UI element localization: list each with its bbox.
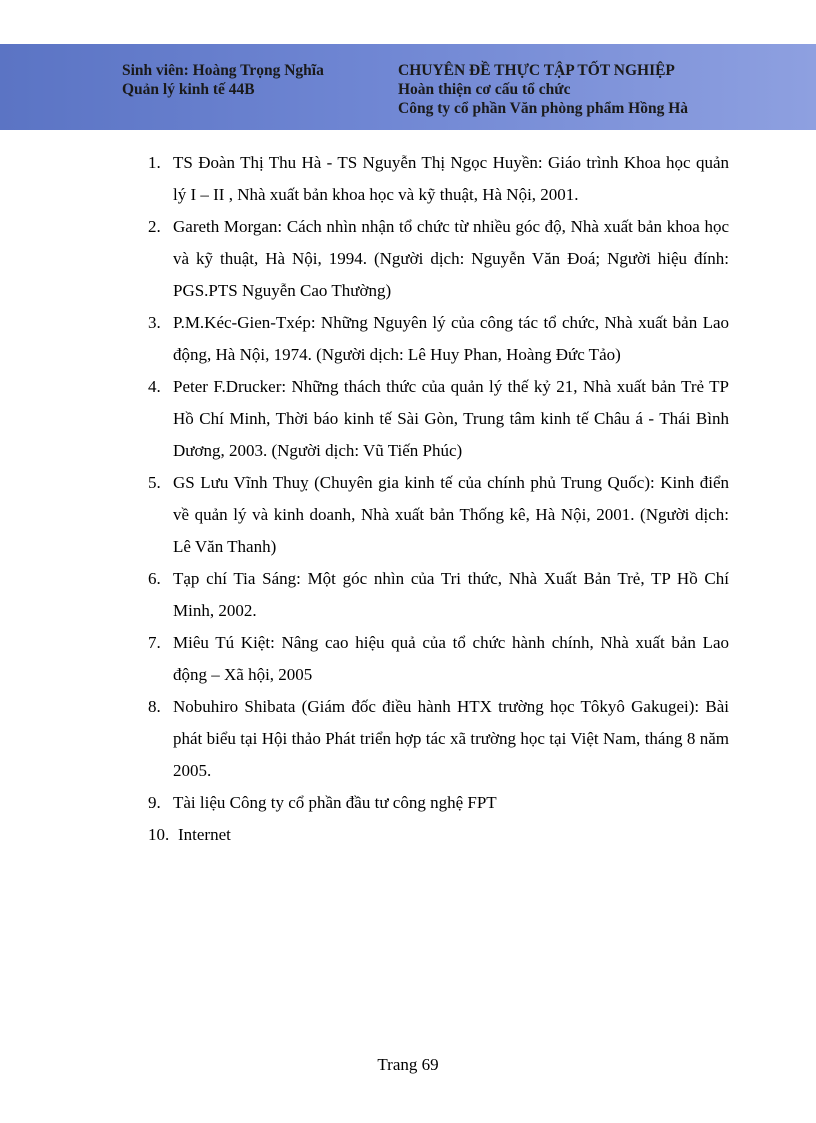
reference-text: TS Đoàn Thị Thu Hà - TS Nguyễn Thị Ngọc Huyền: Giáo trình Khoa học quản lý I – II , Nhà xuất bản khoa học và kỹ thuật, Hà Nội, 2001. [173,153,729,204]
reference-text: Tài liệu Công ty cổ phần đầu tư công nghệ FPT [173,793,497,812]
reference-item [148,467,729,563]
reference-number: 2. [148,217,161,236]
reference-text: Nobuhiro Shibata (Giám đốc điều hành HTX trường học Tôkyô Gakugei): Bài phát biểu tại Hội thảo Phát triển hợp tác xã trường học tại Việt Nam, tháng 8 năm 2005. [173,697,729,780]
header-left-block [122,61,324,99]
reference-number: 9. [148,793,161,812]
reference-number: 1. [148,153,161,172]
report-title: CHUYÊN ĐỀ THỰC TẬP TỐT NGHIỆP [398,62,675,79]
reference-item [148,627,729,691]
header-right-block [398,61,688,118]
reference-text: P.M.Kéc-Gien-Txép: Những Nguyên lý của công tác tổ chức, Nhà xuất bản Lao động, Hà Nội, 1974. (Người dịch: Lê Huy Phan, Hoàng Đức Tảo) [173,313,729,364]
reference-item [148,211,729,307]
reference-text: Gareth Morgan: Cách nhìn nhận tổ chức từ nhiều góc độ, Nhà xuất bản khoa học và kỹ thuật, Hà Nội, 1994. (Người dịch: Nguyễn Văn Đoá; Người hiệu đính: PGS.PTS Nguyễn Cao Thường) [173,217,729,300]
student-name: Sinh viên: Hoàng Trọng Nghĩa [122,62,324,79]
reference-number: 3. [148,313,161,332]
reference-number: 5. [148,473,161,492]
reference-number: 6. [148,569,161,588]
reference-item [148,819,729,851]
reference-item [148,563,729,627]
reference-item [148,691,729,787]
reference-text: Peter F.Drucker: Những thách thức của quản lý thế kỷ 21, Nhà xuất bản Trẻ TP Hồ Chí Minh, Thời báo kinh tế Sài Gòn, Trung tâm kinh tế Châu á - Thái Bình Dương, 2003. (Người dịch: Vũ Tiến Phúc) [173,377,729,460]
reference-text: Internet [178,825,231,844]
reference-text: Miêu Tú Kiệt: Nâng cao hiệu quả của tổ chức hành chính, Nhà xuất bản Lao động – Xã hội, 2005 [173,633,729,684]
reference-number: 8. [148,697,161,716]
report-topic: Hoàn thiện cơ cấu tổ chức [398,81,571,98]
reference-number: 4. [148,377,161,396]
reference-number: 7. [148,633,161,652]
reference-list [148,147,729,851]
reference-item [148,307,729,371]
company-name: Công ty cổ phần Văn phòng phẩm Hồng Hà [398,100,688,117]
reference-item [148,147,729,211]
page-number: Trang 69 [377,1055,439,1074]
reference-item [148,787,729,819]
class-name: Quản lý kinh tế 44B [122,81,255,98]
reference-text: GS Lưu Vĩnh Thuỵ (Chuyên gia kinh tế của chính phủ Trung Quốc): Kinh điển về quản lý và kinh doanh, Nhà xuất bản Thống kê, Hà Nội, 2001. (Người dịch: Lê Văn Thanh) [173,473,729,556]
reference-text: Tạp chí Tia Sáng: Một góc nhìn của Tri thức, Nhà Xuất Bản Trẻ, TP Hồ Chí Minh, 2002. [173,569,729,620]
reference-number: 10. [148,825,170,844]
reference-item [148,371,729,467]
